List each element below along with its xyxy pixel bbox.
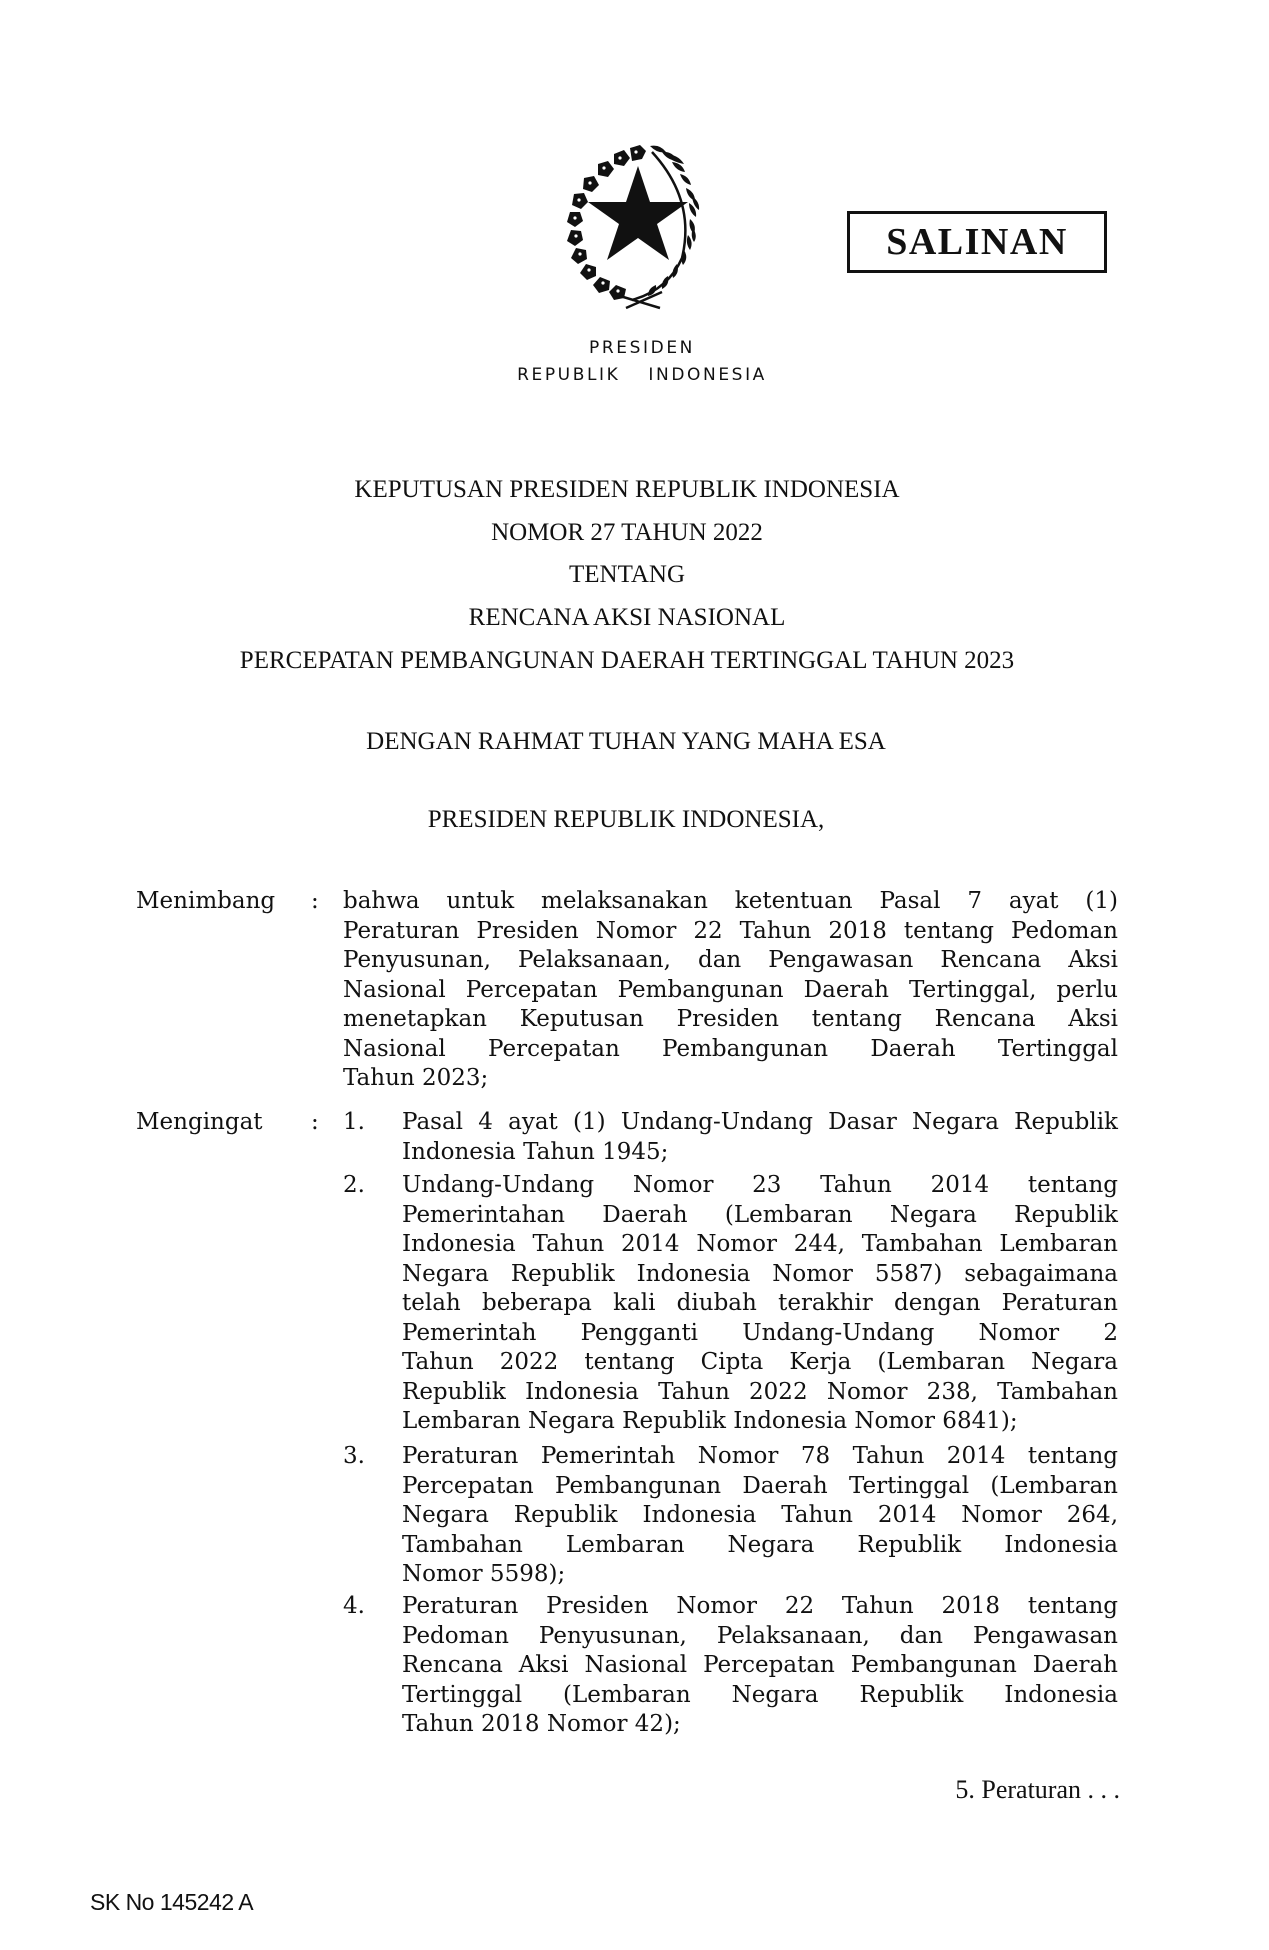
letterhead-republik-text: REPUBLIK INDONESIA [517, 365, 767, 385]
menimbang-line: Tahun 2023; [343, 1065, 489, 1091]
letterhead-republik-indonesia [442, 365, 842, 385]
list-item-number: 3. [343, 1443, 365, 1469]
list-item [402, 1108, 1118, 1167]
menimbang-line: Nasional Percepatan Pembangunan Daerah Tertinggal, perlu [343, 976, 1118, 1003]
list-item-line: Peraturan Presiden Nomor 22 Tahun 2018 tentang [402, 1593, 1118, 1619]
list-item-line: Tahun 2022 tentang Cipta Kerja (Lembaran Negara [402, 1349, 1118, 1375]
list-item-line: Pedoman Penyusunan, Pelaksanaan, dan Pengawasan [402, 1622, 1118, 1649]
continuation-marker: 5. Peraturan . . . [955, 1775, 1120, 1804]
list-item-line: Rencana Aksi Nasional Percepatan Pembangunan Daerah [402, 1652, 1118, 1678]
list-item-number: 2. [343, 1172, 365, 1198]
list-item-line: Undang-Undang Nomor 23 Tahun 2014 tentang [402, 1172, 1118, 1198]
menimbang-label: Menimbang [136, 888, 276, 914]
document-code: SK No 145242 A [90, 1889, 254, 1915]
list-item-line: Peraturan Pemerintah Nomor 78 Tahun 2014 tentang [402, 1443, 1118, 1469]
title-line-number: NOMOR 27 TAHUN 2022 [491, 519, 763, 546]
menimbang-line: menetapkan Keputusan Presiden tentang Rencana Aksi [343, 1006, 1118, 1032]
list-item-line: Tambahan Lembaran Negara Republik Indonesia [402, 1531, 1118, 1558]
list-item-line: Indonesia Tahun 1945; [402, 1138, 669, 1165]
salinan-label: SALINAN [886, 221, 1068, 263]
list-item-line: Negara Republik Indonesia Nomor 5587) sebagaimana [402, 1260, 1118, 1287]
title-line-decree: KEPUTUSAN PRESIDEN REPUBLIK INDONESIA [354, 476, 900, 503]
list-item-line: Negara Republik Indonesia Tahun 2014 Nomor 264, [402, 1502, 1118, 1528]
letterhead-presiden: PRESIDEN [589, 338, 695, 358]
list-item-line: Tertinggal (Lembaran Negara Republik Indonesia [402, 1681, 1118, 1708]
list-item [402, 1442, 1118, 1590]
list-item-line: telah beberapa kali diubah terakhir dengan Peraturan [402, 1290, 1118, 1316]
list-item [402, 1592, 1118, 1740]
list-item-line: Pasal 4 ayat (1) Undang-Undang Dasar Negara Republik [402, 1109, 1118, 1135]
list-item [402, 1171, 1118, 1437]
list-item-number: 4. [343, 1593, 365, 1619]
title-line-tentang: TENTANG [568, 561, 686, 588]
salinan-stamp [847, 211, 1107, 273]
menimbang-line: bahwa untuk melaksanakan ketentuan Pasal 7 ayat (1) [343, 888, 1118, 914]
list-item-number: 1. [343, 1109, 365, 1135]
menimbang-line: Penyusunan, Pelaksanaan, dan Pengawasan Rencana Aksi [343, 947, 1118, 973]
menimbang-line: Nasional Percepatan Pembangunan Daerah Tertinggal [343, 1035, 1118, 1062]
menimbang-colon: : [311, 888, 319, 914]
list-item-line: Pemerintah Pengganti Undang-Undang Nomor 2 [402, 1319, 1118, 1346]
star-emblem-icon [556, 140, 724, 312]
menimbang-paragraph [343, 887, 1118, 1094]
list-item-line: Lembaran Negara Republik Indonesia Nomor 6841); [402, 1408, 1018, 1434]
title-line-subject-1: RENCANA AKSI NASIONAL [468, 604, 786, 631]
list-item-line: Republik Indonesia Tahun 2022 Nomor 238, Tambahan [402, 1378, 1118, 1405]
mengingat-label: Mengingat [136, 1109, 263, 1135]
menimbang-line: Peraturan Presiden Nomor 22 Tahun 2018 tentang Pedoman [343, 917, 1118, 944]
title-line-subject-2: PERCEPATAN PEMBANGUNAN DAERAH TERTINGGAL TAHUN 2023 [239, 647, 1015, 674]
invocation: DENGAN RAHMAT TUHAN YANG MAHA ESA [366, 728, 886, 755]
list-item-line: Pemerintahan Daerah (Lembaran Negara Republik [402, 1201, 1118, 1228]
list-item-line: Tahun 2018 Nomor 42); [402, 1711, 681, 1737]
mengingat-colon: : [311, 1109, 319, 1135]
authority-line: PRESIDEN REPUBLIK INDONESIA, [427, 806, 825, 833]
list-item-line: Indonesia Tahun 2014 Nomor 244, Tambahan Lembaran [402, 1231, 1118, 1257]
list-item-line: Percepatan Pembangunan Daerah Tertinggal (Lembaran [402, 1472, 1118, 1499]
list-item-line: Nomor 5598); [402, 1561, 566, 1587]
presidential-seal-emblem [556, 140, 724, 312]
